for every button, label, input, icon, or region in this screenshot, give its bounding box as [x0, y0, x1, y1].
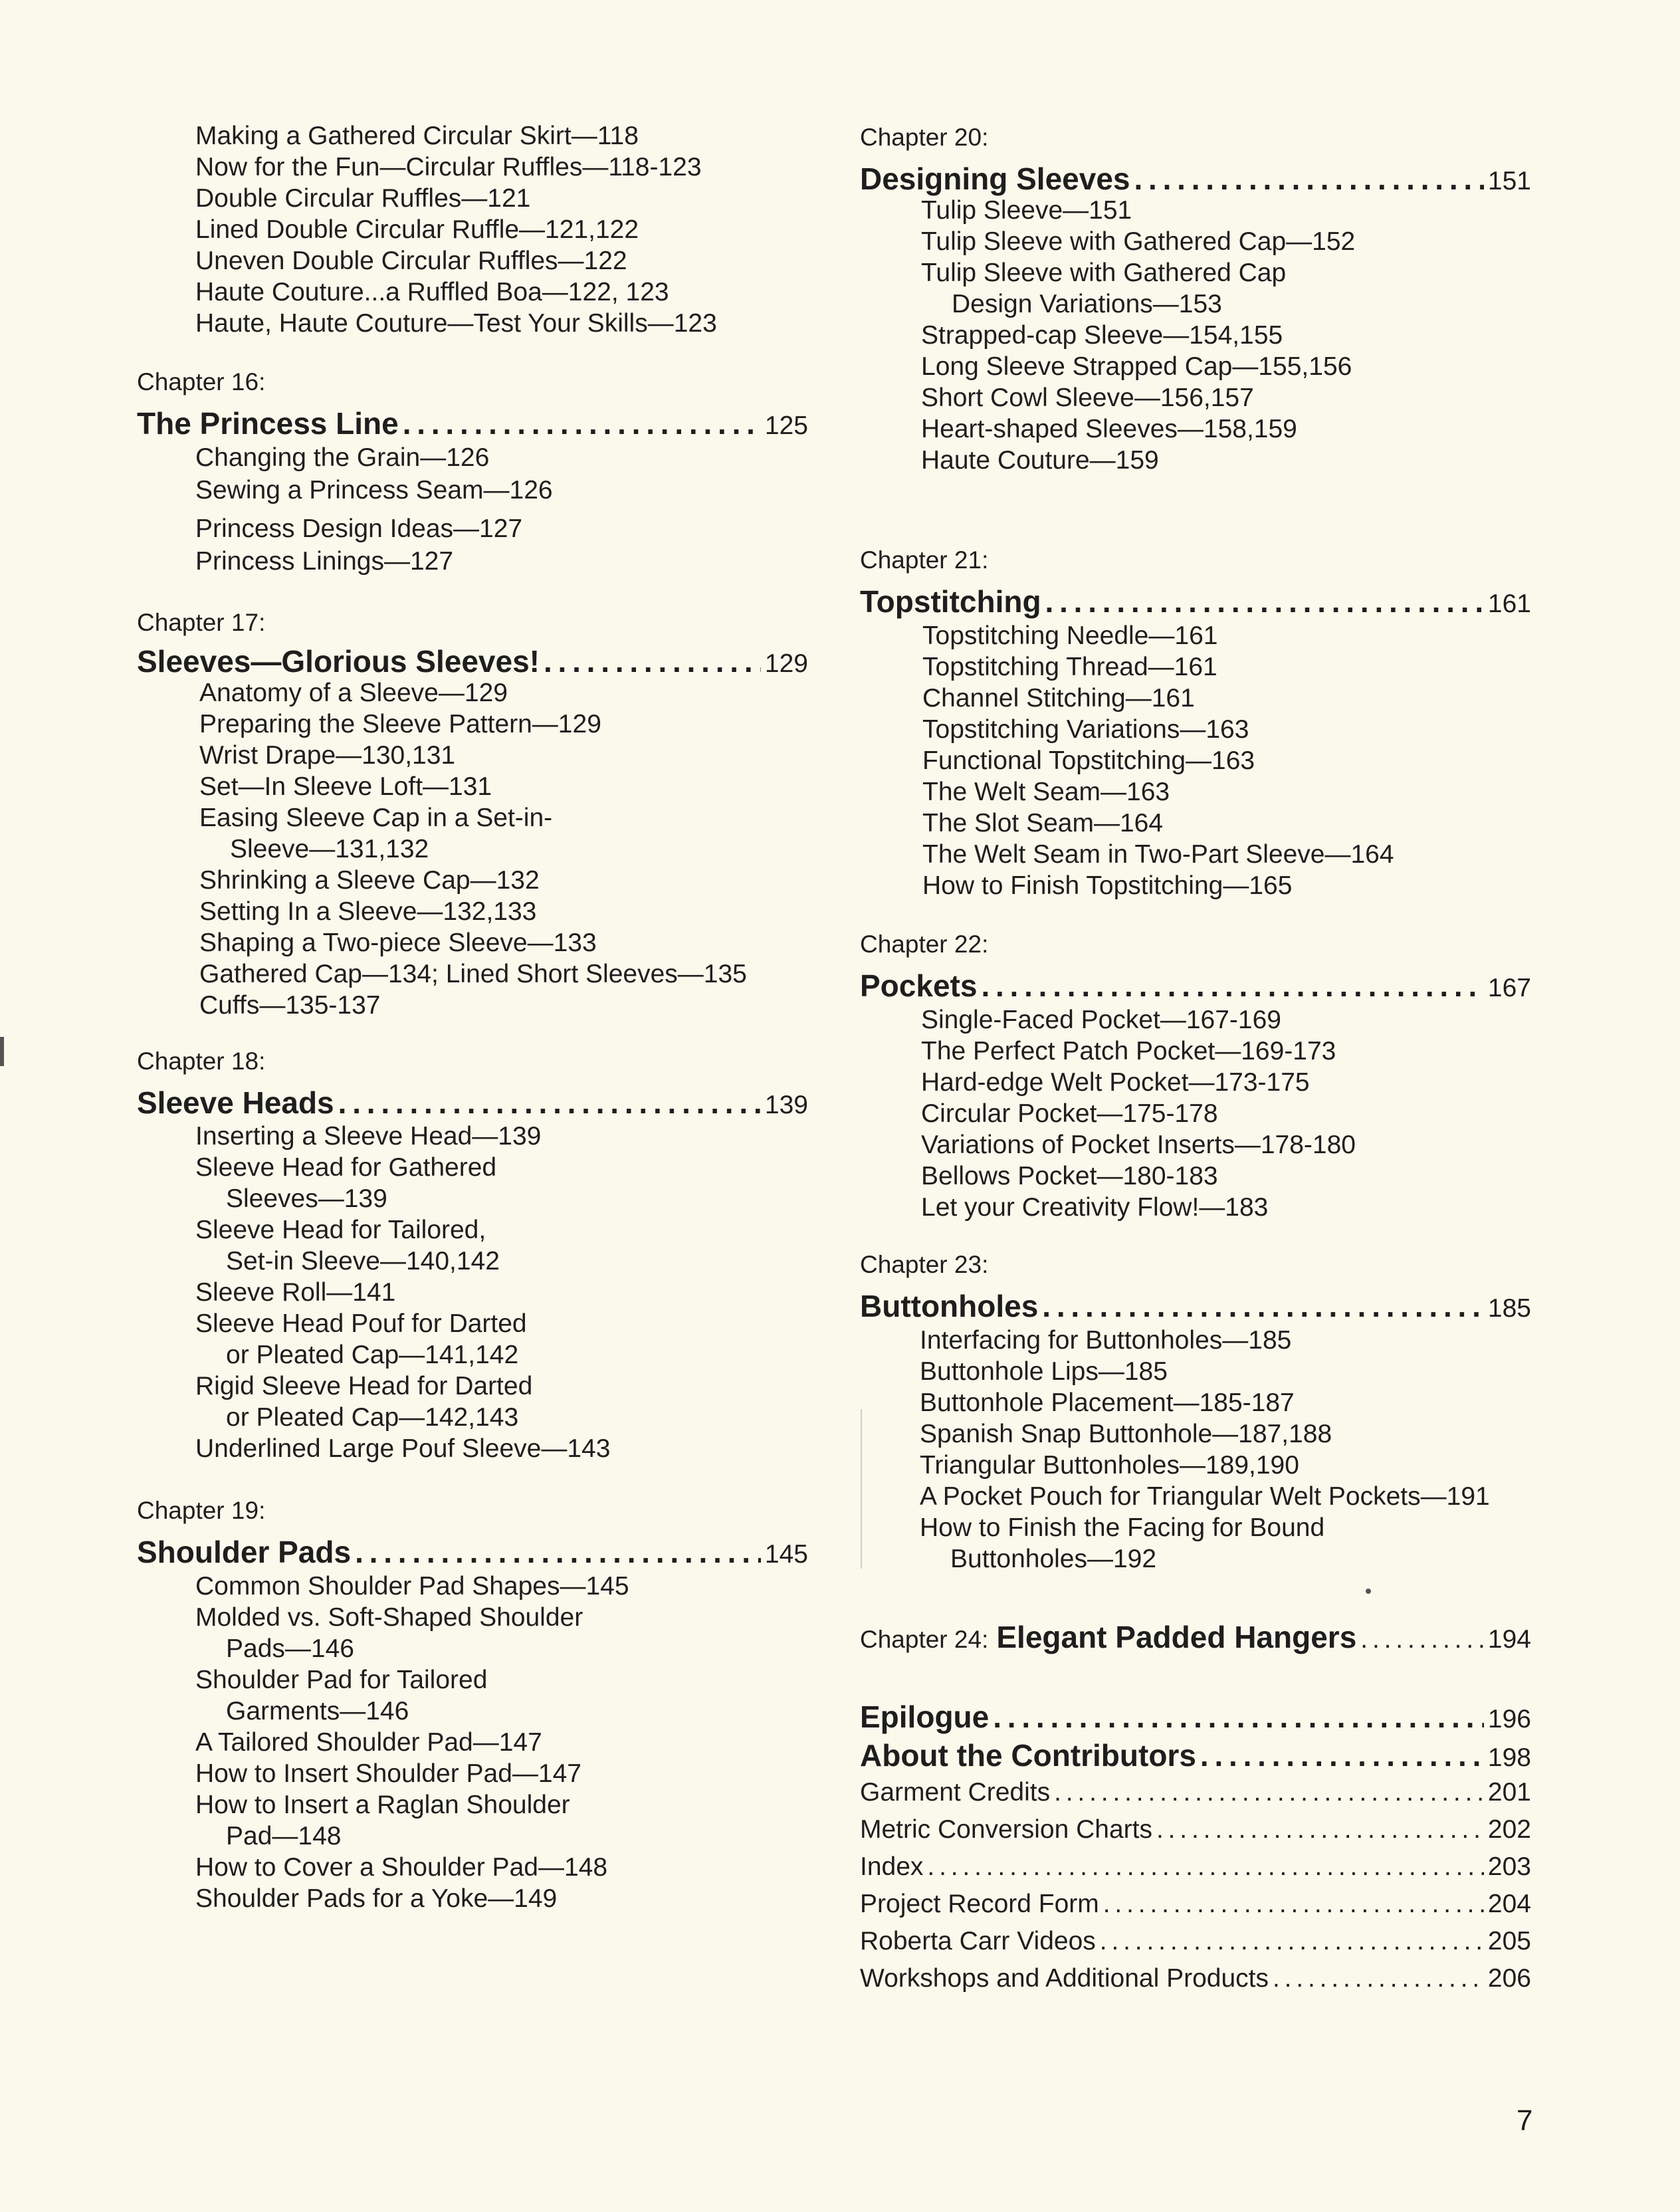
- toc-entry: Single-Faced Pocket—167-169: [921, 1006, 1281, 1034]
- toc-entry: Sewing a Princess Seam—126: [195, 476, 553, 504]
- back-matter-entry: [860, 1962, 1531, 1995]
- chapter-heading-leader-dots: [544, 641, 761, 682]
- chapter-heading-leader-dots: [1360, 1619, 1484, 1660]
- toc-entry: Circular Pocket—175-178: [921, 1099, 1218, 1128]
- chapter-heading: [860, 158, 1531, 199]
- chapter-label: Chapter 18:: [137, 1048, 266, 1075]
- back-matter-page: 198: [1487, 1743, 1531, 1772]
- toc-entry: Inserting a Sleeve Head—139: [195, 1122, 542, 1151]
- back-matter-title: Metric Conversion Charts: [860, 1815, 1152, 1844]
- chapter-heading-leader-dots: [1134, 158, 1484, 199]
- toc-entry: Sleeves—139: [226, 1184, 387, 1213]
- back-matter-page: 206: [1487, 1964, 1531, 1993]
- toc-entry: Buttonholes—192: [950, 1545, 1157, 1573]
- chapter-heading: [860, 581, 1531, 622]
- back-matter-title: Workshops and Additional Products: [860, 1964, 1269, 1993]
- chapter-label: [860, 1248, 988, 1281]
- chapter-label: Chapter 19:: [137, 1497, 266, 1524]
- toc-entry: Strapped-cap Sleeve—154,155: [921, 321, 1283, 350]
- toc-entry: Cuffs—135-137: [199, 991, 381, 1020]
- chapter-heading: [137, 403, 808, 444]
- toc-entry: Shrinking a Sleeve Cap—132: [199, 866, 540, 895]
- chapter-heading: [137, 1531, 808, 1573]
- toc-entry: Design Variations—153: [952, 290, 1222, 318]
- toc-entry: or Pleated Cap—141,142: [226, 1341, 519, 1369]
- toc-entry: Buttonhole Placement—185-187: [920, 1388, 1295, 1417]
- speck-mark: [1366, 1589, 1371, 1594]
- chapter-label: Chapter 20:: [860, 124, 989, 151]
- toc-entry: How to Cover a Shoulder Pad—148: [195, 1853, 608, 1882]
- toc-entry: A Tailored Shoulder Pad—147: [195, 1728, 542, 1757]
- toc-entry: Preparing the Sleeve Pattern—129: [199, 710, 601, 738]
- toc-entry: Short Cowl Sleeve—156,157: [921, 384, 1254, 412]
- toc-entry: Topstitching Variations—163: [922, 715, 1249, 744]
- toc-entry: Sleeve Roll—141: [195, 1278, 396, 1307]
- chapter-heading-page: 161: [1487, 590, 1531, 618]
- toc-entry: The Perfect Patch Pocket—169-173: [921, 1037, 1336, 1065]
- toc-entry: Triangular Buttonholes—189,190: [920, 1451, 1299, 1480]
- toc-entry: Wrist Drape—130,131: [199, 741, 456, 770]
- toc-entry: Underlined Large Pouf Sleeve—143: [195, 1434, 611, 1463]
- toc-entry: Haute, Haute Couture—Test Your Skills—123: [195, 309, 717, 338]
- back-matter-title: About the Contributors: [860, 1738, 1196, 1773]
- toc-entry: How to Finish Topstitching—165: [922, 871, 1293, 900]
- toc-entry: Functional Topstitching—163: [922, 746, 1255, 775]
- toc-entry: or Pleated Cap—142,143: [226, 1403, 519, 1432]
- toc-entry: A Pocket Pouch for Triangular Welt Pockets—191: [920, 1482, 1490, 1511]
- chapter-heading-page: 167: [1487, 974, 1531, 1002]
- chapter-heading-title: Buttonholes: [860, 1289, 1039, 1323]
- toc-entry: Sleeve Head Pouf for Darted: [195, 1309, 527, 1338]
- chapter-label: Chapter 17:: [137, 609, 266, 636]
- toc-entry: Spanish Snap Buttonhole—187,188: [920, 1420, 1332, 1448]
- back-matter-leader-dots: [1200, 1735, 1484, 1776]
- chapter-label: Chapter 16:: [137, 368, 266, 395]
- toc-entry: Topstitching Thread—161: [922, 653, 1217, 681]
- chapter-heading: [860, 965, 1531, 1006]
- toc-entry: Let your Creativity Flow!—183: [921, 1193, 1269, 1222]
- toc-entry: Setting In a Sleeve—132,133: [199, 897, 537, 926]
- toc-entry: Gathered Cap—134; Lined Short Sleeves—135: [199, 960, 747, 988]
- back-matter-leader-dots: [1273, 1962, 1484, 1995]
- toc-entry: Now for the Fun—Circular Ruffles—118-123: [195, 153, 702, 181]
- toc-entry: Lined Double Circular Ruffle—121,122: [195, 215, 639, 244]
- toc-entry: Easing Sleeve Cap in a Set-in-: [199, 804, 553, 832]
- back-matter-page: 204: [1487, 1890, 1531, 1918]
- toc-entry: Buttonhole Lips—185: [920, 1357, 1168, 1386]
- back-matter-leader-dots: [993, 1696, 1484, 1737]
- back-matter-entry: [860, 1776, 1531, 1809]
- chapter-heading-page: 129: [764, 649, 808, 678]
- chapter-heading-title: Topstitching: [860, 584, 1041, 619]
- toc-entry: Tulip Sleeve with Gathered Cap—152: [921, 227, 1356, 256]
- toc-entry: Set-in Sleeve—140,142: [226, 1247, 500, 1275]
- chapter-heading: [860, 1285, 1531, 1327]
- toc-entry: Double Circular Ruffles—121: [195, 184, 531, 213]
- chapter-heading-title: Elegant Padded Hangers: [996, 1620, 1357, 1654]
- toc-entry: Shoulder Pads for a Yoke—149: [195, 1884, 558, 1913]
- toc-entry: Sleeve Head for Gathered: [195, 1153, 497, 1182]
- chapter-heading-leader-dots: [1042, 1285, 1484, 1327]
- toc-entry: How to Finish the Facing for Bound: [920, 1513, 1325, 1542]
- chapter-heading-title: The Princess Line: [137, 406, 399, 441]
- toc-entry: Making a Gathered Circular Skirt—118: [195, 122, 639, 150]
- toc-entry: Common Shoulder Pad Shapes—145: [195, 1572, 629, 1601]
- toc-entry: Pad—148: [226, 1822, 342, 1850]
- chapter-heading-title: Shoulder Pads: [137, 1535, 352, 1569]
- margin-mark: [0, 1037, 4, 1066]
- back-matter-entry: [860, 1888, 1531, 1921]
- chapter-heading-leader-dots: [1045, 581, 1484, 622]
- gutter-line: [861, 1409, 862, 1569]
- chapter-heading-leader-dots: [981, 965, 1483, 1006]
- back-matter-title: Epilogue: [860, 1700, 990, 1734]
- chapter-heading-page: 139: [764, 1091, 808, 1119]
- chapter-label: Chapter 24:: [860, 1626, 989, 1653]
- back-matter-page: 201: [1487, 1778, 1531, 1807]
- toc-entry: Topstitching Needle—161: [922, 621, 1218, 650]
- chapter-heading-page: 125: [764, 411, 808, 440]
- chapter-heading-page: 145: [764, 1540, 808, 1569]
- page-number: 7: [1517, 2104, 1533, 2137]
- chapter-heading-page: 151: [1487, 167, 1531, 195]
- chapter-heading-leader-dots: [338, 1082, 761, 1123]
- back-matter-heading: [860, 1696, 1531, 1737]
- toc-entry: Interfacing for Buttonholes—185: [920, 1326, 1292, 1355]
- toc-entry: Haute Couture—159: [921, 446, 1159, 475]
- toc-entry: The Welt Seam—163: [922, 778, 1170, 806]
- chapter-heading-title: Sleeve Heads: [137, 1085, 334, 1120]
- back-matter-title: Project Record Form: [860, 1890, 1099, 1918]
- toc-entry: The Welt Seam in Two-Part Sleeve—164: [922, 840, 1394, 869]
- back-matter-title: Index: [860, 1852, 924, 1881]
- back-matter-page: 205: [1487, 1927, 1531, 1955]
- toc-entry: Pads—146: [226, 1634, 354, 1663]
- chapter-heading-leader-dots: [355, 1531, 761, 1573]
- back-matter-leader-dots: [927, 1850, 1484, 1884]
- chapter-heading: [137, 1082, 808, 1123]
- chapter-label-text: Chapter 23:: [860, 1251, 989, 1278]
- back-matter-page: 196: [1487, 1705, 1531, 1733]
- chapter-heading-title: Sleeves—Glorious Sleeves!: [137, 644, 540, 679]
- chapter-heading: [137, 641, 808, 682]
- toc-entry: Shaping a Two-piece Sleeve—133: [199, 929, 597, 957]
- back-matter-leader-dots: [1054, 1776, 1484, 1809]
- back-matter-leader-dots: [1103, 1888, 1484, 1921]
- toc-entry: Haute Couture...a Ruffled Boa—122, 123: [195, 278, 669, 306]
- chapter-heading-title: Designing Sleeves: [860, 162, 1130, 196]
- toc-entry: Hard-edge Welt Pocket—173-175: [921, 1068, 1310, 1097]
- toc-entry: How to Insert Shoulder Pad—147: [195, 1759, 582, 1788]
- back-matter-heading: [860, 1735, 1531, 1776]
- toc-entry: Long Sleeve Strapped Cap—155,156: [921, 352, 1352, 381]
- back-matter-leader-dots: [1100, 1925, 1484, 1958]
- chapter-heading-page: 194: [1487, 1625, 1531, 1654]
- back-matter-leader-dots: [1156, 1813, 1484, 1846]
- chapter-label: Chapter 21:: [860, 546, 989, 574]
- back-matter-page: 202: [1487, 1815, 1531, 1844]
- toc-entry: Channel Stitching—161: [922, 684, 1195, 713]
- chapter-heading: [860, 1616, 1531, 1658]
- back-matter-page: 203: [1487, 1852, 1531, 1881]
- toc-entry: How to Insert a Raglan Shoulder: [195, 1791, 570, 1819]
- toc-entry: Molded vs. Soft-Shaped Shoulder: [195, 1603, 583, 1632]
- toc-entry: Garments—146: [226, 1697, 409, 1725]
- back-matter-entry: [860, 1925, 1531, 1958]
- toc-entry: Bellows Pocket—180-183: [921, 1162, 1218, 1190]
- chapter-heading-page: 185: [1487, 1294, 1531, 1323]
- toc-entry: Tulip Sleeve—151: [921, 196, 1132, 225]
- toc-entry: Princess Linings—127: [195, 547, 454, 576]
- toc-entry: Sleeve—131,132: [230, 835, 429, 863]
- chapter-label: Chapter 22:: [860, 931, 989, 958]
- chapter-heading-title: Pockets: [860, 968, 978, 1003]
- toc-entry: Sleeve Head for Tailored,: [195, 1216, 486, 1244]
- toc-entry: Set—In Sleeve Loft—131: [199, 772, 492, 801]
- toc-entry: Changing the Grain—126: [195, 443, 490, 472]
- toc-entry: Heart-shaped Sleeves—158,159: [921, 415, 1297, 443]
- toc-entry: The Slot Seam—164: [922, 809, 1164, 837]
- chapter-heading-leader-dots: [403, 403, 761, 444]
- toc-entry: Princess Design Ideas—127: [195, 514, 523, 543]
- back-matter-title: Garment Credits: [860, 1778, 1051, 1807]
- toc-entry: Rigid Sleeve Head for Darted: [195, 1372, 533, 1400]
- toc-entry: Variations of Pocket Inserts—178-180: [921, 1131, 1356, 1159]
- toc-entry: Uneven Double Circular Ruffles—122: [195, 247, 627, 275]
- back-matter-entry: [860, 1850, 1531, 1884]
- back-matter-entry: [860, 1813, 1531, 1846]
- toc-entry: Shoulder Pad for Tailored: [195, 1666, 488, 1694]
- toc-entry: Anatomy of a Sleeve—129: [199, 679, 508, 707]
- toc-entry: Tulip Sleeve with Gathered Cap: [921, 259, 1287, 287]
- back-matter-title: Roberta Carr Videos: [860, 1927, 1096, 1955]
